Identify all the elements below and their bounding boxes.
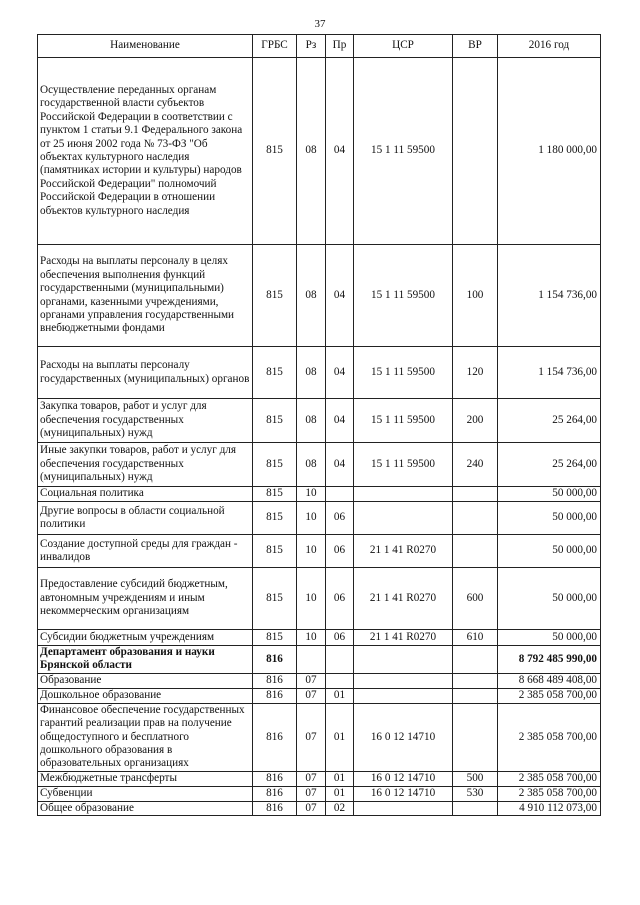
cell-pr: 04 [326, 399, 354, 443]
header-year: 2016 год [498, 35, 601, 58]
cell-grbs: 815 [253, 443, 297, 487]
table-row [38, 399, 601, 443]
cell-grbs: 815 [253, 568, 297, 630]
table-row [38, 58, 601, 245]
cell-csr: 15 1 11 59500 [354, 399, 453, 443]
cell-amount: 1 154 736,00 [498, 347, 601, 399]
cell-csr: 15 1 11 59500 [354, 443, 453, 487]
cell-pr: 04 [326, 58, 354, 245]
cell-grbs: 816 [253, 646, 297, 674]
table-body [38, 58, 601, 816]
cell-csr: 15 1 11 59500 [354, 347, 453, 399]
cell-pr: 06 [326, 568, 354, 630]
cell-grbs: 815 [253, 535, 297, 568]
table-row [38, 502, 601, 535]
cell-grbs: 815 [253, 58, 297, 245]
cell-rz: 07 [297, 688, 326, 703]
cell-csr: 16 0 12 14710 [354, 703, 453, 771]
cell-name: Другие вопросы в области социальной политики [38, 502, 253, 535]
cell-csr [354, 502, 453, 535]
header-pr: Пр [326, 35, 354, 58]
cell-name: Осуществление переданных органам государственной власти субъектов Российской Федерации в соответствии с пунктом 1 статьи 9.1 Федерального закона от 25 июня 2002 года № 73-ФЗ "Об объектах культурного наследия (памятниках истории и культуры) народов Российской Федерации" полномочий Российской Федерации в отношении объектов культурного наследия [38, 58, 253, 245]
cell-vr [453, 688, 498, 703]
table-header-row [38, 35, 601, 58]
cell-amount: 4 910 112 073,00 [498, 801, 601, 815]
cell-name: Закупка товаров, работ и услуг для обеспечения государственных (муниципальных) нужд [38, 399, 253, 443]
page-number: 37 [314, 18, 326, 30]
header-grbs: ГРБС [253, 35, 297, 58]
cell-amount: 50 000,00 [498, 630, 601, 646]
header-name: Наименование [38, 35, 253, 58]
cell-name: Социальная политика [38, 487, 253, 502]
cell-name: Иные закупки товаров, работ и услуг для обеспечения государственных (муниципальных) нужд [38, 443, 253, 487]
cell-csr: 16 0 12 14710 [354, 786, 453, 801]
table-row [38, 630, 601, 646]
cell-rz: 10 [297, 502, 326, 535]
cell-pr: 01 [326, 771, 354, 786]
cell-vr: 530 [453, 786, 498, 801]
cell-pr: 04 [326, 347, 354, 399]
cell-rz: 10 [297, 630, 326, 646]
cell-grbs: 815 [253, 630, 297, 646]
cell-grbs: 815 [253, 487, 297, 502]
cell-grbs: 816 [253, 688, 297, 703]
cell-grbs: 816 [253, 771, 297, 786]
table-row [38, 347, 601, 399]
cell-pr: 06 [326, 535, 354, 568]
cell-vr: 500 [453, 771, 498, 786]
cell-name: Расходы на выплаты персоналу государственных (муниципальных) органов [38, 347, 253, 399]
cell-rz: 07 [297, 703, 326, 771]
cell-amount: 25 264,00 [498, 399, 601, 443]
cell-grbs: 815 [253, 399, 297, 443]
cell-vr [453, 673, 498, 688]
header-vr: ВР [453, 35, 498, 58]
cell-rz: 08 [297, 443, 326, 487]
table-row [38, 245, 601, 347]
table-row [38, 703, 601, 771]
cell-amount: 1 154 736,00 [498, 245, 601, 347]
cell-pr: 02 [326, 801, 354, 815]
cell-pr [326, 487, 354, 502]
cell-amount: 25 264,00 [498, 443, 601, 487]
table-row [38, 688, 601, 703]
cell-grbs: 816 [253, 801, 297, 815]
header-csr: ЦСР [354, 35, 453, 58]
cell-grbs: 816 [253, 703, 297, 771]
cell-name: Субсидии бюджетным учреждениям [38, 630, 253, 646]
cell-name: Межбюджетные трансферты [38, 771, 253, 786]
budget-table [37, 34, 601, 816]
cell-pr: 04 [326, 443, 354, 487]
cell-vr [453, 502, 498, 535]
cell-grbs: 816 [253, 673, 297, 688]
cell-grbs: 816 [253, 786, 297, 801]
cell-rz: 07 [297, 801, 326, 815]
table-row [38, 568, 601, 630]
header-rz: Рз [297, 35, 326, 58]
table-row [38, 646, 601, 674]
cell-name: Общее образование [38, 801, 253, 815]
cell-vr [453, 58, 498, 245]
cell-vr: 240 [453, 443, 498, 487]
cell-name: Предоставление субсидий бюджетным, автономным учреждениям и иным некоммерческим организациям [38, 568, 253, 630]
cell-name: Создание доступной среды для граждан - инвалидов [38, 535, 253, 568]
cell-grbs: 815 [253, 502, 297, 535]
cell-csr [354, 673, 453, 688]
table-row [38, 771, 601, 786]
cell-rz: 08 [297, 347, 326, 399]
cell-csr: 21 1 41 R0270 [354, 630, 453, 646]
cell-amount: 2 385 058 700,00 [498, 786, 601, 801]
cell-rz [297, 646, 326, 674]
cell-csr: 21 1 41 R0270 [354, 568, 453, 630]
table-row [38, 487, 601, 502]
cell-name: Расходы на выплаты персоналу в целях обеспечения выполнения функций государственными (муниципальными) органами, казенными учреждениями, органами управления государственными внебюджетными фондами [38, 245, 253, 347]
cell-grbs: 815 [253, 245, 297, 347]
cell-vr [453, 801, 498, 815]
cell-rz: 08 [297, 245, 326, 347]
cell-amount: 50 000,00 [498, 535, 601, 568]
cell-csr [354, 487, 453, 502]
cell-csr: 15 1 11 59500 [354, 245, 453, 347]
cell-amount: 8 668 489 408,00 [498, 673, 601, 688]
cell-rz: 07 [297, 771, 326, 786]
cell-rz: 10 [297, 487, 326, 502]
table-row [38, 443, 601, 487]
cell-csr: 16 0 12 14710 [354, 771, 453, 786]
cell-amount: 1 180 000,00 [498, 58, 601, 245]
cell-amount: 50 000,00 [498, 502, 601, 535]
cell-amount: 50 000,00 [498, 487, 601, 502]
cell-rz: 08 [297, 58, 326, 245]
cell-vr [453, 487, 498, 502]
cell-pr: 04 [326, 245, 354, 347]
cell-csr [354, 688, 453, 703]
cell-name: Субвенции [38, 786, 253, 801]
cell-pr: 01 [326, 703, 354, 771]
cell-vr: 600 [453, 568, 498, 630]
cell-name: Образование [38, 673, 253, 688]
cell-vr [453, 703, 498, 771]
cell-amount: 50 000,00 [498, 568, 601, 630]
cell-rz: 07 [297, 786, 326, 801]
cell-vr: 610 [453, 630, 498, 646]
cell-csr: 15 1 11 59500 [354, 58, 453, 245]
cell-vr: 100 [453, 245, 498, 347]
cell-vr [453, 646, 498, 674]
cell-grbs: 815 [253, 347, 297, 399]
cell-pr [326, 646, 354, 674]
cell-amount: 2 385 058 700,00 [498, 771, 601, 786]
cell-pr [326, 673, 354, 688]
cell-vr [453, 535, 498, 568]
cell-pr: 06 [326, 630, 354, 646]
cell-vr: 120 [453, 347, 498, 399]
table-row [38, 786, 601, 801]
cell-amount: 2 385 058 700,00 [498, 688, 601, 703]
cell-rz: 08 [297, 399, 326, 443]
cell-amount: 8 792 485 990,00 [498, 646, 601, 674]
cell-csr [354, 646, 453, 674]
cell-name: Департамент образования и науки Брянской области [38, 646, 253, 674]
table-row [38, 801, 601, 815]
cell-rz: 10 [297, 568, 326, 630]
cell-pr: 06 [326, 502, 354, 535]
cell-name: Дошкольное образование [38, 688, 253, 703]
cell-csr: 21 1 41 R0270 [354, 535, 453, 568]
table-row [38, 535, 601, 568]
cell-vr: 200 [453, 399, 498, 443]
cell-csr [354, 801, 453, 815]
table-row [38, 673, 601, 688]
cell-pr: 01 [326, 688, 354, 703]
cell-name: Финансовое обеспечение государственных гарантий реализации прав на получение общедоступного и бесплатного дошкольного образования в образовательных организациях [38, 703, 253, 771]
cell-amount: 2 385 058 700,00 [498, 703, 601, 771]
cell-rz: 10 [297, 535, 326, 568]
cell-pr: 01 [326, 786, 354, 801]
cell-rz: 07 [297, 673, 326, 688]
